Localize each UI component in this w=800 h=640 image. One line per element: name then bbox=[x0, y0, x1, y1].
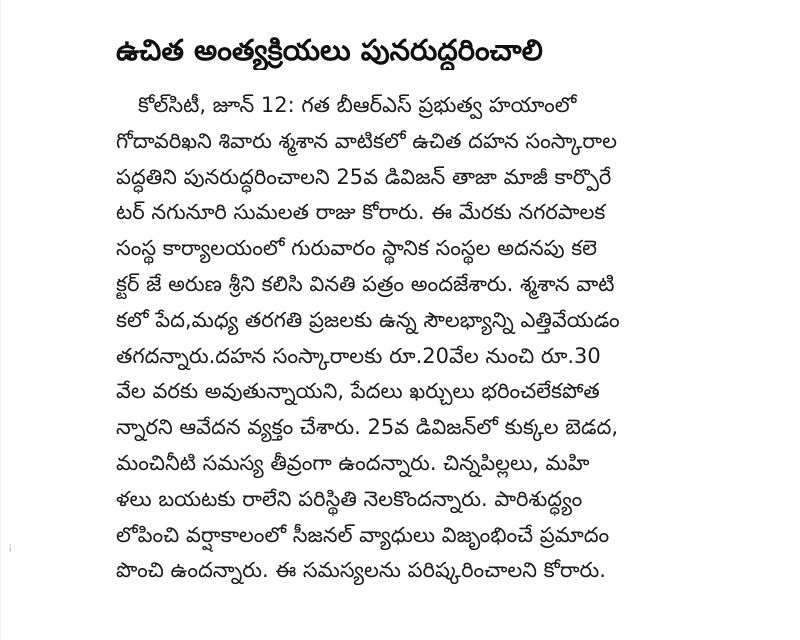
article-line: మంచినీటి సమస్య తీవ్రంగా ఉందన్నారు. చిన్నపిల్లలు, మహి bbox=[116, 450, 590, 475]
article-line: లోపించి వర్షాకాలంలో సీజనల్ వ్యాధులు విజృంభించే ప్రమాదం bbox=[116, 522, 610, 547]
article-headline: ఉచిత అంత్యక్రియలు పునరుద్ధరించాలి bbox=[116, 33, 543, 67]
page-edge bbox=[0, 0, 1, 640]
article-line: గోదావరిఖని శివారు శ్మశాన వాటికలో ఉచిత దహన సంస్కారాల bbox=[116, 128, 617, 153]
next-article-fragment bbox=[112, 628, 752, 640]
article-line: టర్ నగునూరి సుమలత రాజు కోరారు. ఈ మేరకు నగరపాలక bbox=[116, 200, 606, 225]
article-line: ళలు బయటకు రాలేని పరిస్థితి నెలకొందన్నారు. పారిశుద్ధ్యం bbox=[116, 486, 583, 511]
article-line: పద్ధతిని పునరుద్ధరించాలని 25వ డివిజన్ తాజా మాజీ కార్పొరే bbox=[116, 164, 612, 189]
article-line: కలో పేద,మధ్య తరగతి ప్రజలకు ఉన్న సౌలభ్యాన్ని ఎత్తివేయడం bbox=[116, 307, 620, 332]
article-line: కోల్‌సిటీ, జూన్ 12: గత బీఆర్ఎస్ ప్రభుత్వ హయాంలో bbox=[138, 93, 577, 117]
article-line: వేల వరకు అవుతున్నాయని, పేదలు ఖర్చులు భరించలేకపోత bbox=[116, 379, 600, 404]
margin-tick: ¡ bbox=[8, 540, 13, 553]
article-line: క్టర్ జే అరుణ శ్రీని కలిసి వినతి పత్రం అందజేశారు. శ్మశాన వాటి bbox=[116, 271, 615, 296]
previous-article-fragment bbox=[0, 0, 800, 12]
article-body bbox=[116, 88, 716, 589]
article-line: పొంచి ఉందన్నారు. ఈ సమస్యలను పరిష్కరించాలని కోరారు. bbox=[116, 558, 606, 583]
previous-article-text bbox=[112, 0, 732, 5]
next-article-text bbox=[112, 628, 752, 640]
article-line: న్నారని ఆవేదన వ్యక్తం చేశారు. 25వ డివిజన్‌లో కుక్కల బెడద, bbox=[116, 415, 619, 440]
article-line: సంస్థ కార్యాలయంలో గురువారం స్థానిక సంస్థల అదనపు కలె bbox=[116, 236, 598, 261]
article-line: తగదన్నారు.దహన సంస్కారాలకు రూ.20వేల నుంచి రూ.30 bbox=[116, 343, 601, 368]
